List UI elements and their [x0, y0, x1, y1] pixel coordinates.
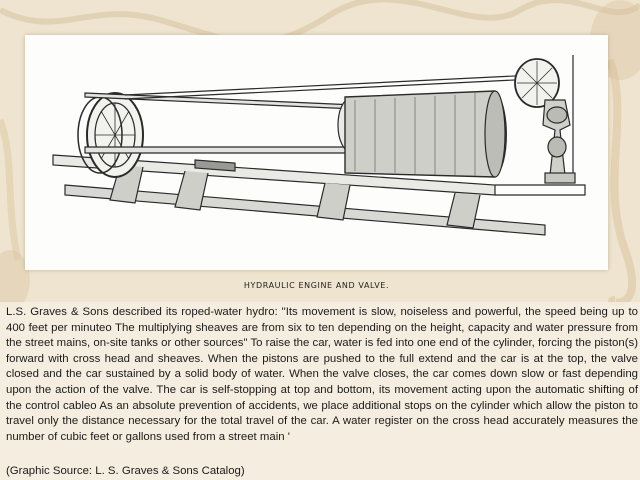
engraving-plate — [25, 35, 608, 290]
graphic-source-credit: (Graphic Source: L. S. Graves & Sons Catalog) — [6, 465, 245, 477]
description-paragraph: L.S. Graves & Sons described its roped-water hydro: "Its movement is slow, noiseless and powerful, the speed being up to 400 feet per minuteo The multiplying sheaves are from six to ten depending on the height, capacity and water pressure from the street mains, on-site tanks or other sources" To raise the car, water is fed into one end of the cylinder, forcing the piston(s) forward with cross head and sheaves. When the pistons are pushed to the full extend and the car is at the top, the valve closed and the car sustained by a solid body of water. When the valve closes, the car comes down slow or fast depending upon the action of the valve. The car is self-stopping at top and bottom, its movement acting upon the automatic shifting of the control cableo As an absolute prevention of accidents, we place additional stops on the cylinder which allow the piston to travel only the distance necessary for the total travel of the car. A water register on the cross head accurately measures the number of cubic feet or gallons used from a street main ' — [6, 306, 638, 443]
figure-caption: HYDRAULIC ENGINE AND VALVE. — [243, 281, 390, 290]
hydraulic-engine-illustration — [25, 35, 608, 270]
